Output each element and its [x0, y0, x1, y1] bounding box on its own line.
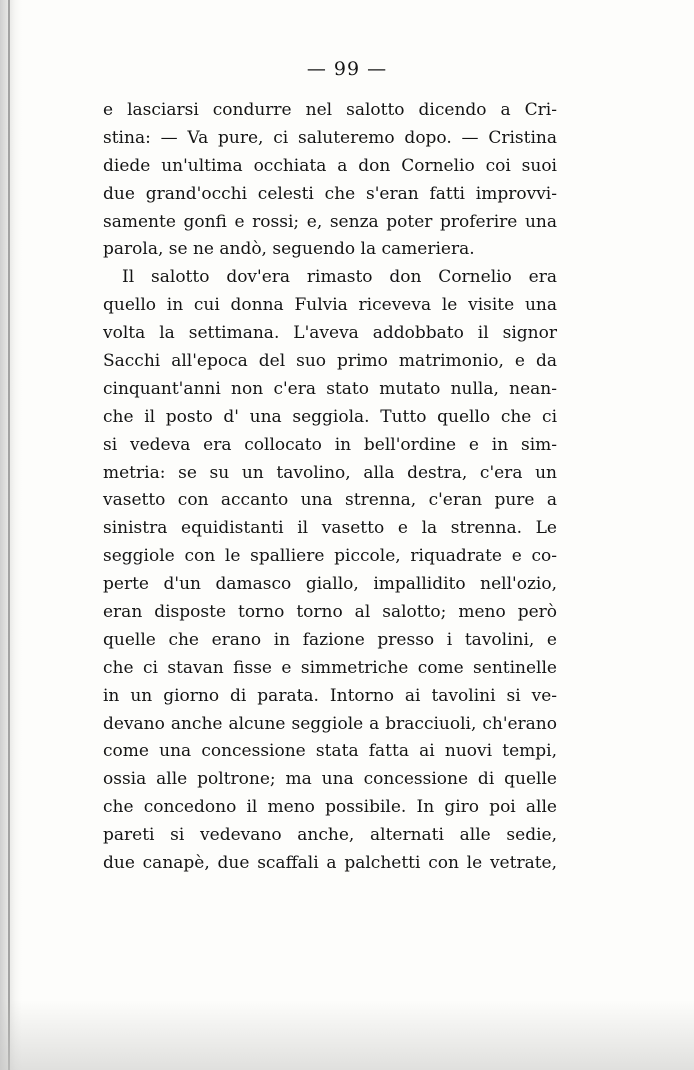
- page-number: — 99 —: [306, 58, 388, 80]
- text-line: seggiole con le spalliere piccole, riquadrate e co-: [103, 546, 557, 567]
- text-line: vasetto con accanto una strenna, c'eran pure a: [103, 490, 557, 511]
- text-line: in un giorno di parata. Intorno ai tavolini si ve-: [103, 685, 557, 706]
- text-line: si vedeva era collocato in bell'ordine e in sim-: [103, 434, 557, 455]
- text-line: che concedono il meno possibile. In giro poi alle: [103, 797, 557, 818]
- text-line: che il posto d' una seggiola. Tutto quello che ci: [103, 406, 557, 427]
- binding-line: [8, 0, 10, 1070]
- text-line: samente gonfi e rossi; e, senza poter proferire una: [103, 211, 557, 232]
- body-text: [103, 97, 557, 878]
- paragraph-first-line: Il salotto dov'era rimasto don Cornelio era: [122, 267, 557, 288]
- text-line: perte d'un damasco giallo, impallidito nell'ozio,: [103, 574, 557, 595]
- text-line: diede un'ultima occhiata a don Cornelio coi suoi: [103, 155, 557, 176]
- text-line: stina: — Va pure, ci saluteremo dopo. — Cristina: [103, 127, 557, 148]
- text-line: metria: se su un tavolino, alla destra, c'era un: [103, 462, 557, 483]
- text-line: volta la settimana. L'aveva addobbato il signor: [103, 323, 557, 344]
- text-line: pareti si vedevano anche, alternati alle sedie,: [103, 825, 557, 846]
- page-bottom-shadow: [0, 1000, 694, 1070]
- page-spine-edge: [0, 0, 22, 1070]
- text-line: ossia alle poltrone; ma una concessione di quelle: [103, 769, 557, 790]
- text-line: sinistra equidistanti il vasetto e la strenna. Le: [103, 518, 557, 539]
- text-line: che ci stavan fisse e simmetriche come sentinelle: [103, 657, 557, 678]
- text-line: due grand'occhi celesti che s'eran fatti improvvi-: [103, 183, 557, 204]
- text-line: eran disposte torno torno al salotto; meno però: [103, 602, 557, 623]
- text-line: due canapè, due scaffali a palchetti con le vetrate,: [103, 853, 557, 874]
- text-line: e lasciarsi condurre nel salotto dicendo a Cri-: [103, 100, 557, 120]
- text-line: cinquant'anni non c'era stato mutato nulla, nean-: [103, 378, 557, 399]
- text-line: quelle che erano in fazione presso i tavolini, e: [103, 629, 557, 650]
- text-line: come una concessione stata fatta ai nuovi tempi,: [103, 741, 557, 762]
- text-line: parola, se ne andò, seguendo la cameriera.: [103, 239, 475, 260]
- text-line: quello in cui donna Fulvia riceveva le visite una: [103, 295, 557, 316]
- text-line: devano anche alcune seggiole a bracciuoli, ch'erano: [103, 713, 557, 734]
- text-line: Sacchi all'epoca del suo primo matrimonio, e da: [103, 351, 557, 372]
